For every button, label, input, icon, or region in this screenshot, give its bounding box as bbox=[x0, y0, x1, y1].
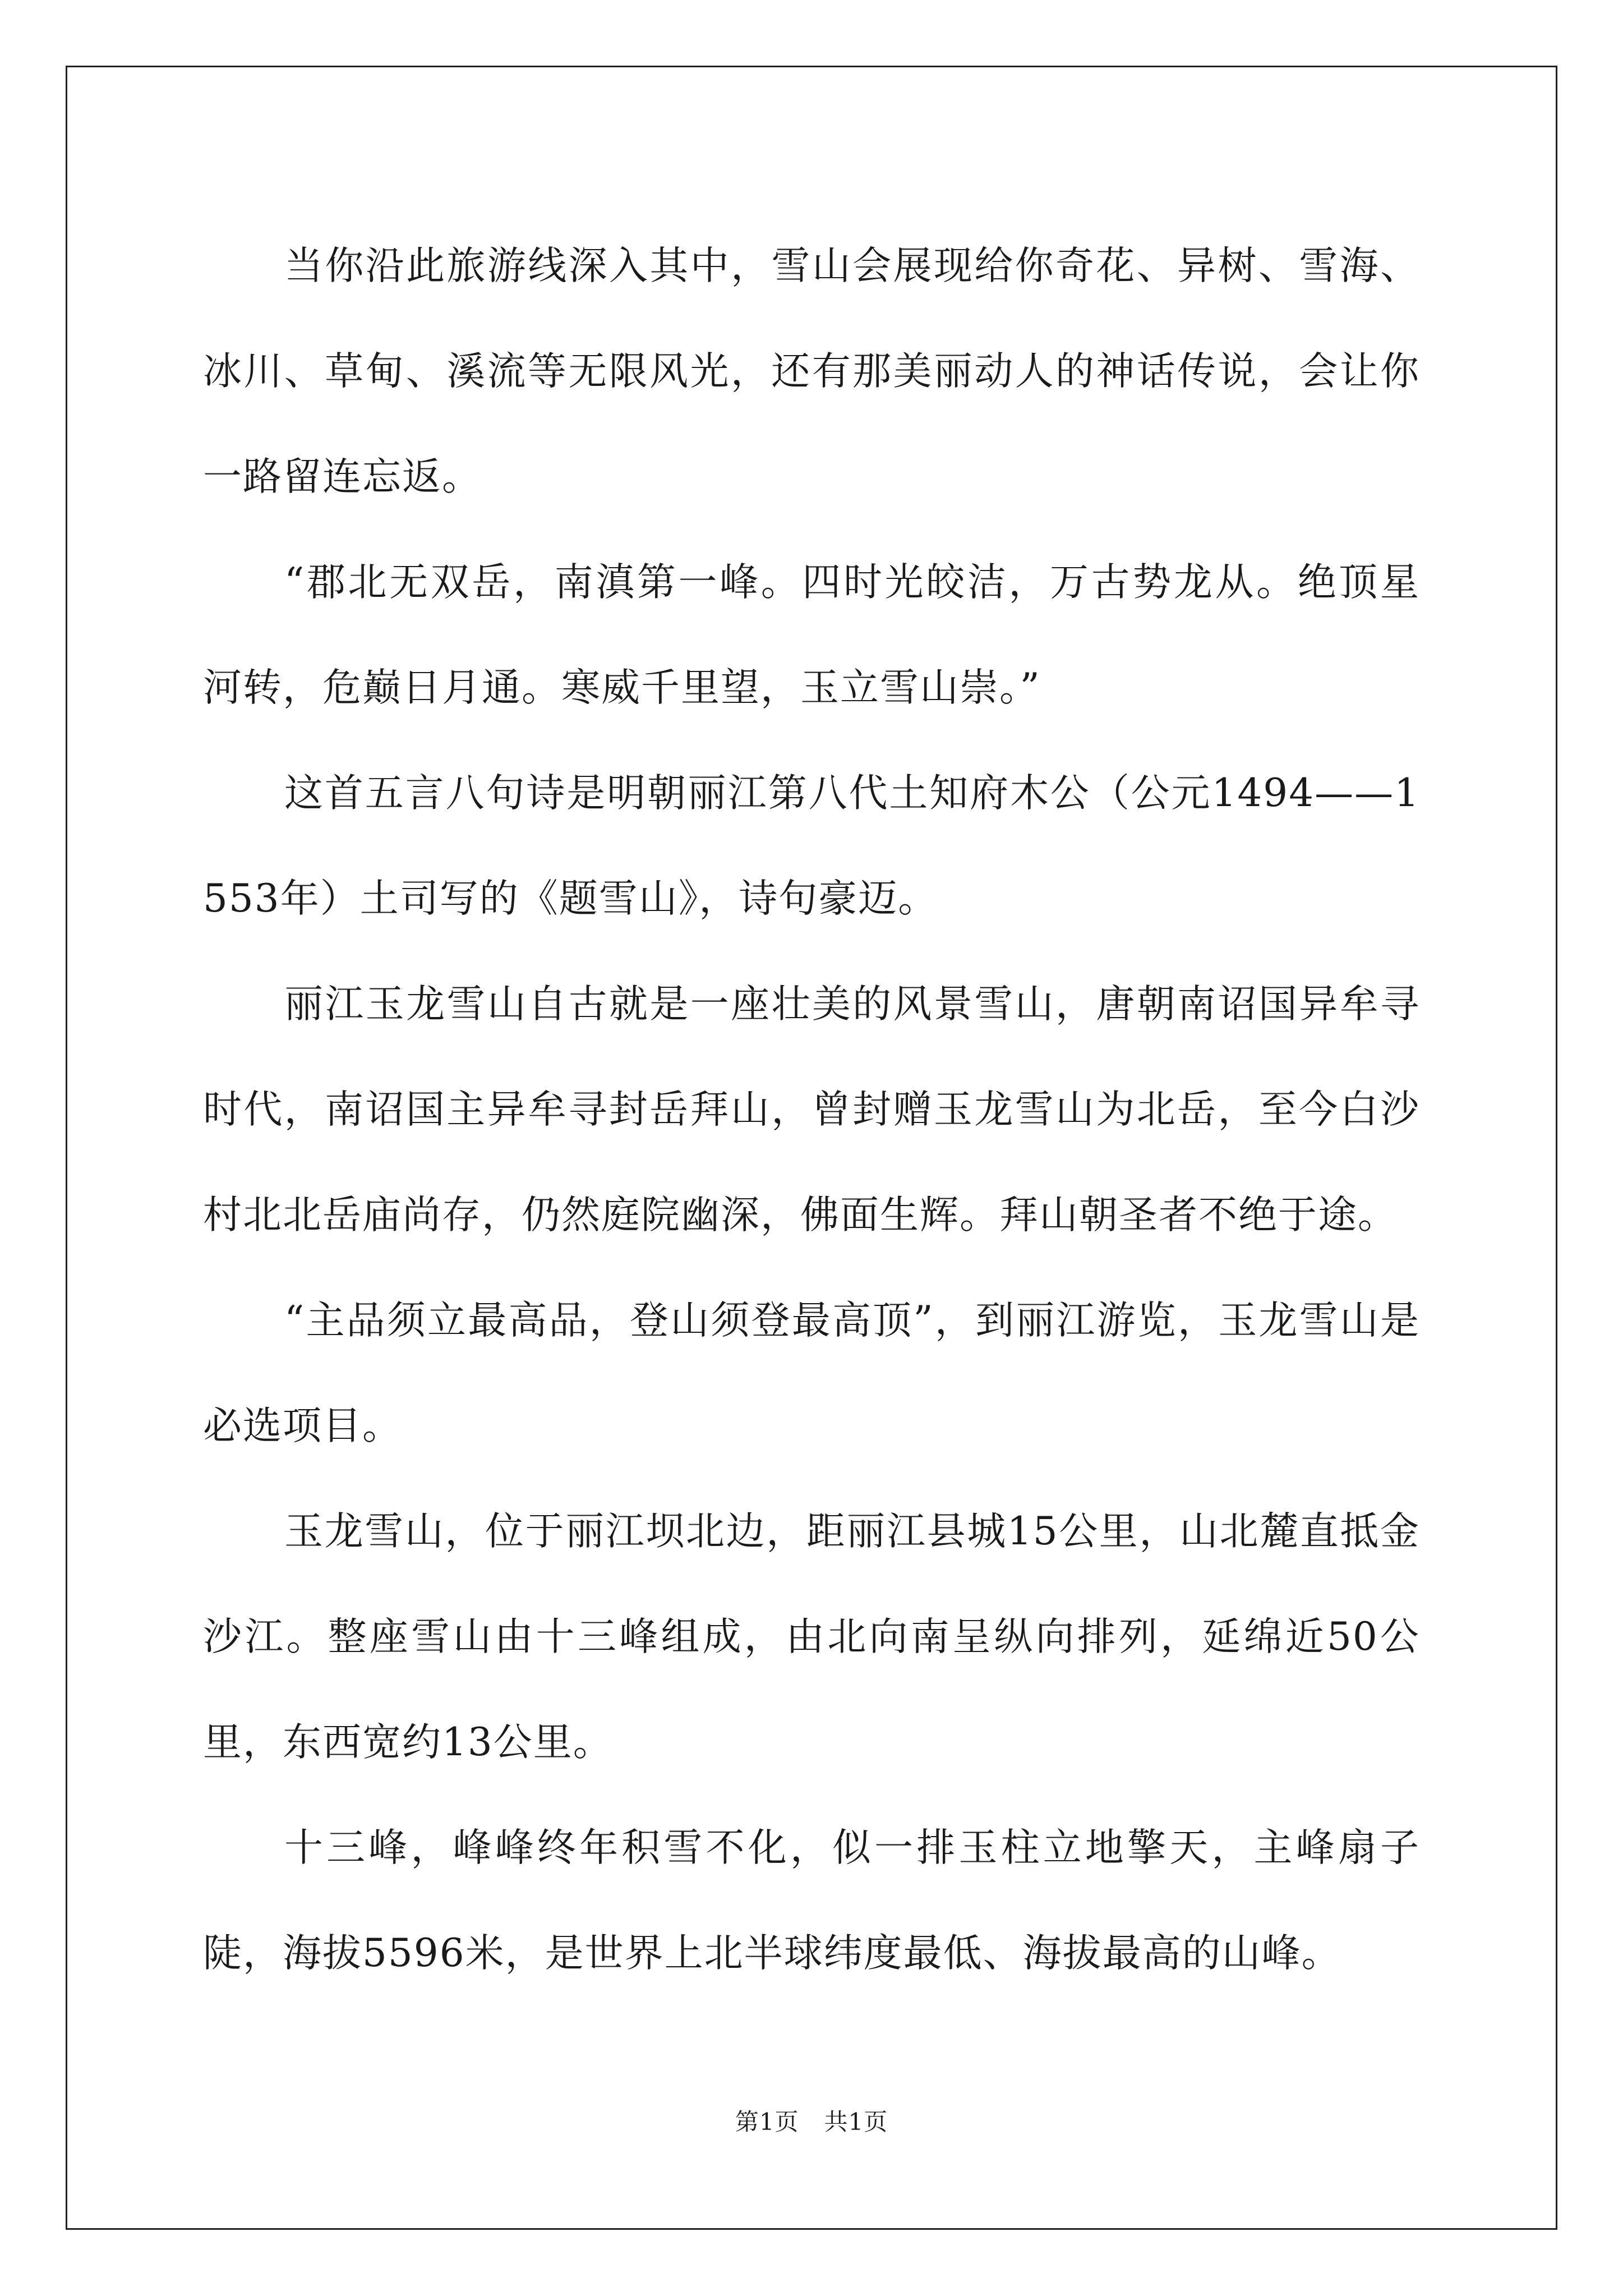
paragraph-3: 这首五言八句诗是明朝丽江第八代土知府木公（公元1494——1553年）土司写的《题雪山》，诗句豪迈。 bbox=[203, 771, 1420, 921]
paragraph-7: 十三峰，峰峰终年积雪不化，似一排玉柱立地擎天，主峰扇子陡，海拔5596米，是世界上北半球纬度最低、海拔最高的山峰。 bbox=[203, 1825, 1420, 1976]
paragraph-6: 玉龙雪山，位于丽江坝北边，距丽江县城15公里，山北麓直抵金沙江。整座雪山由十三峰组成，由北向南呈纵向排列，延绵近50公里，东西宽约13公里。 bbox=[203, 1509, 1420, 1765]
paragraph-4: 丽江玉龙雪山自古就是一座壮美的风景雪山，唐朝南诏国异牟寻时代，南诏国主异牟寻封岳拜山，曾封赠玉龙雪山为北岳，至今白沙村北北岳庙尚存，仍然庭院幽深，佛面生辉。拜山朝圣者不绝于途。 bbox=[203, 982, 1420, 1237]
paragraph-1: 当你沿此旅游线深入其中，雪山会展现给你奇花、异树、雪海、冰川、草甸、溪流等无限风光，还有那美丽动人的神话传说，会让你一路留连忘返。 bbox=[203, 243, 1420, 499]
paragraph-5: “主品须立最高品，登山须登最高顶”，到丽江游览，玉龙雪山是必选项目。 bbox=[203, 1298, 1420, 1448]
document-body bbox=[203, 213, 1420, 2006]
paragraph-2: “郡北无双岳，南滇第一峰。四时光皎洁，万古势龙从。绝顶星河转，危巅日月通。寒威千里望，玉立雪山崇。” bbox=[203, 560, 1420, 710]
page-total: 共1页 bbox=[824, 2108, 888, 2136]
page-number: 第1页 bbox=[735, 2108, 799, 2136]
page-footer bbox=[0, 2105, 1623, 2139]
